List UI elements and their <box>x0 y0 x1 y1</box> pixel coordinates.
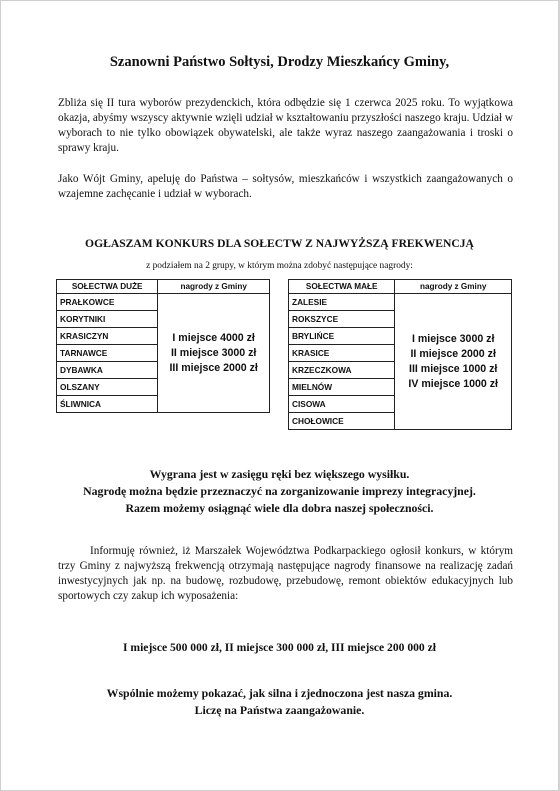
village-name: ŚLIWNICA <box>57 396 158 413</box>
encouragement-line: Razem możemy osiągnąć wiele dla dobra naszej społeczności. <box>125 501 434 515</box>
village-name: CHOŁOWICE <box>289 413 395 430</box>
prize-line: II miejsce 2000 zł <box>410 347 496 360</box>
encouragement-line: Nagrodę można będzie przeznaczyć na zorganizowanie imprezy integracyjnej. <box>83 484 476 498</box>
encouragement-line: Wygrana jest w zasięgu ręki bez większego wysiłku. <box>149 467 410 481</box>
large-villages-table <box>56 279 270 413</box>
closing-block <box>1 685 558 719</box>
village-name: MIELNÓW <box>289 379 395 396</box>
village-name: KRASICZYN <box>57 328 158 345</box>
prize-line: II miejsce 3000 zł <box>170 346 257 359</box>
large-villages-header: SOŁECTWA DUŻE <box>57 280 158 294</box>
village-name: TARNAWCE <box>57 345 158 362</box>
closing-line: Wspólnie możemy pokazać, jak silna i zjednoczona jest nasza gmina. <box>106 686 453 700</box>
small-prizes-header: nagrody z Gminy <box>395 280 512 294</box>
voivodeship-contest-paragraph: Informuję również, iż Marszałek Województwa Podkarpackiego ogłosił konkurs, w którym trzy Gminy z najwyższą frekwencją otrzymają następujące nagrody finansowe na realizację zadań inwestycyjnych jak np. na budowę, rozbudowę, przebudowę, remont obiektów edukacyjnych lub sportowych czy zakup ich wyposażenia: <box>58 545 513 602</box>
prize-line: I miejsce 3000 zł <box>411 332 495 345</box>
appeal-paragraph: Jako Wójt Gminy, apeluję do Państwa – sołtysów, mieszkańców i wszystkich zaangażowanych o wzajemne zachęcanie i udział w wyborach. <box>58 173 513 200</box>
small-prizes-cell <box>395 294 512 430</box>
contest-heading: OGŁASZAM KONKURS DLA SOŁECTW Z NAJWYŻSZĄ FREKWENCJĄ <box>85 237 474 250</box>
encouragement-block <box>1 466 558 517</box>
prize-line: I miejsce 4000 zł <box>172 331 255 344</box>
prize-line: IV miejsce 1000 zł <box>408 377 498 390</box>
village-name: BRYLIŃCE <box>289 328 395 345</box>
intro-paragraph: Zbliża się II tura wyborów prezydenckich, która odbędzie się 1 czerwca 2025 roku. To wyjątkowa okazja, abyśmy wszyscy aktywnie wzięli udział w kształtowaniu przyszłości naszego kraju. Udział w wyborach to nie tylko obowiązek obywatelski, ale także wyraz naszego zaangażowania i troski o sprawy kraju. <box>58 97 513 154</box>
contest-subheading: z podziałem na 2 grupy, w którym można zdobyć następujące nagrody: <box>146 261 413 271</box>
large-prizes-header: nagrody z Gminy <box>158 280 270 294</box>
village-name: KRASICE <box>289 345 395 362</box>
village-name: CISOWA <box>289 396 395 413</box>
village-name: PRAŁKOWCE <box>57 294 158 311</box>
closing-line: Liczę na Państwa zaangażowanie. <box>194 703 365 717</box>
prize-line: III miejsce 2000 zł <box>169 361 258 374</box>
village-name: OLSZANY <box>57 379 158 396</box>
small-villages-header: SOŁECTWA MAŁE <box>289 280 395 294</box>
greeting-title: Szanowni Państwo Sołtysi, Drodzy Mieszkańcy Gminy, <box>109 54 450 70</box>
prize-line: III miejsce 1000 zł <box>409 362 498 375</box>
large-prizes-cell <box>158 294 270 413</box>
village-name: ROKSZYCE <box>289 311 395 328</box>
village-name: DYBAWKA <box>57 362 158 379</box>
voivodeship-prizes: I miejsce 500 000 zł, II miejsce 300 000 zł, III miejsce 200 000 zł <box>123 641 436 654</box>
small-villages-table <box>288 279 512 430</box>
village-name: KORYTNIKI <box>57 311 158 328</box>
village-name: ZALESIE <box>289 294 395 311</box>
village-name: KRZECZKOWA <box>289 362 395 379</box>
